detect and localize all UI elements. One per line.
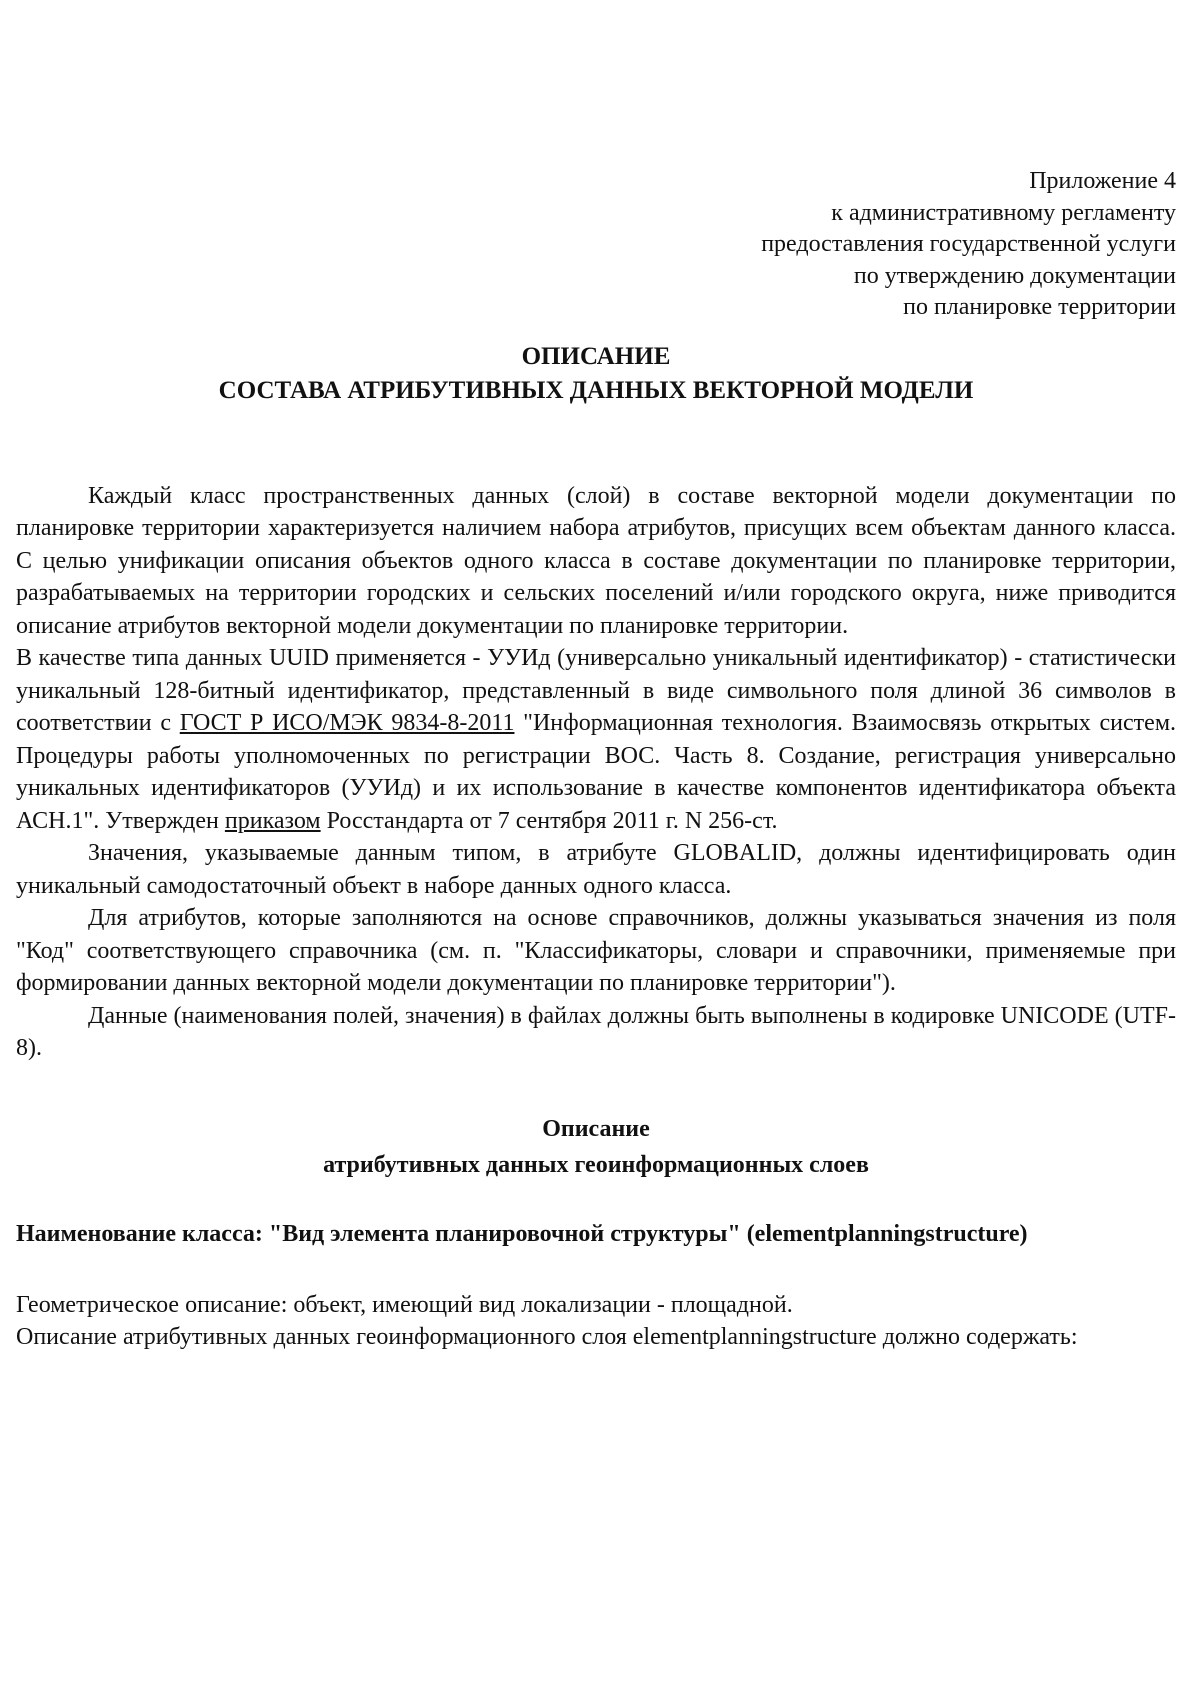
- geometry-line-2: Описание атрибутивных данных геоинформационного слоя elementplanningstructure должно содержать:: [16, 1324, 1078, 1350]
- paragraph-3: Значения, указываемые данным типом, в атрибуте GLOBALID, должны идентифицировать один уникальный самодостаточный объект в наборе данных одного класса.: [16, 840, 1176, 899]
- gost-link[interactable]: ГОСТ Р ИСО/МЭК 9834-8-2011: [179, 710, 515, 736]
- class-name-heading: Наименование класса: "Вид элемента планировочной структуры" (elementplanningstructure): [16, 1220, 1028, 1247]
- appendix-header: [16, 166, 1176, 324]
- paragraph-1: Каждый класс пространственных данных (слой) в составе векторной модели документации по планировке территории характеризуется наличием набора атрибутов, присущих всем объектам данного класса. С целью унификации описания объектов одного класса в составе документации по планировке территории, разрабатываемых на территории городских и сельских поселений и/или городского округа, ниже приводится описание атрибутов векторной модели документации по планировке территории.: [16, 482, 1176, 639]
- geometry-description: [16, 1289, 1176, 1354]
- geometry-line-1: Геометрическое описание: объект, имеющий вид локализации - площадной.: [16, 1291, 793, 1318]
- appendix-line-2: к административному регламенту: [831, 199, 1176, 226]
- section-subtitle: [16, 1111, 1176, 1183]
- subtitle-line-1: Описание: [542, 1115, 650, 1142]
- paragraph-2-text-c: Росстандарта от 7 сентября 2011 г. N 256-ст.: [320, 807, 778, 834]
- paragraph-5: Данные (наименования полей, значения) в файлах должны быть выполнены в кодировке UNICODE (UTF-8).: [16, 1002, 1176, 1061]
- title-line-1: ОПИСАНИЕ: [521, 342, 671, 370]
- paragraph-4: Для атрибутов, которые заполняются на основе справочников, должны указываться значения из поля "Код" соответствующего справочника (см. п. "Классификаторы, словари и справочники, применяемые при формировании данных векторной модели документации по планировке территории").: [16, 905, 1176, 996]
- subtitle-line-2: атрибутивных данных геоинформационных слоев: [323, 1151, 869, 1178]
- appendix-line-3: предоставления государственной услуги: [761, 231, 1176, 257]
- body-text: [16, 480, 1176, 1065]
- paragraph-2-text-b: "Информационная технология. Взаимосвязь открытых систем. Процедуры работы уполномоченных по регистрации ВОС. Часть 8. Создание, регистрация универсально уникальных идентификаторов (УУИд) и их использование в качестве компонентов идентификатора объекта АСН.1". Утвержден: [16, 710, 1176, 834]
- appendix-line-4: по утверждению документации: [853, 262, 1176, 289]
- order-link[interactable]: приказом: [224, 807, 321, 834]
- title-line-2: СОСТАВА АТРИБУТИВНЫХ ДАННЫХ ВЕКТОРНОЙ МОДЕЛИ: [218, 376, 974, 404]
- appendix-line-1: Приложение 4: [1029, 168, 1176, 194]
- paragraph-2: [16, 642, 1176, 837]
- paragraph-2-text-a: В качестве типа данных UUID применяется - УУИд (универсально уникальный идентификатор) - статистически уникальный 128-битный идентификатор, представленный в виде символьного поля длиной 36 символов в соответствии с: [16, 645, 1176, 736]
- appendix-line-5: по планировке территории: [903, 294, 1176, 320]
- document-title: [16, 340, 1176, 408]
